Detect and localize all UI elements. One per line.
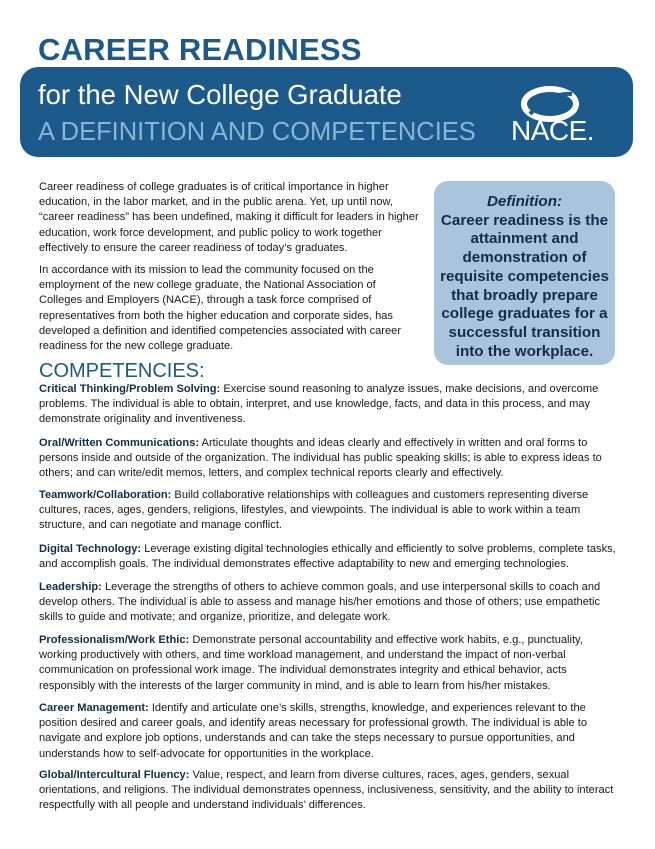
competency-text: Exercise sound reasoning to analyze issues, make decisions, and overcome problems. The individual is able to obtain, interpret, and use knowledge, facts, and data in this process, and may demonstrate originality and inventiveness.	[39, 383, 599, 426]
competency-name: Teamwork/Collaboration:	[39, 489, 172, 501]
competency-text: Leverage existing digital technologies ethically and efficiently to solve problems, complete tasks, and accomplish goals. The individual demonstrates effective adaptability to new and emerging technologies.	[39, 543, 616, 571]
competency-item	[39, 633, 619, 694]
competency-text: Articulate thoughts and ideas clearly and effectively in written and oral forms to persons inside and outside of the organization. The individual has public speaking skills; is able to express ideas to others; and can write/edit memos, letters, and complex technical reports clearly and effectively.	[39, 437, 602, 480]
competency-text: Build collaborative relationships with colleagues and customers representing diverse cultures, races, ages, genders, religions, lifestyles, and viewpoints. The individual is able to work within a team structure, and can negotiate and manage conflict.	[39, 489, 589, 532]
competency-item	[39, 542, 619, 572]
intro-paragraph: Career readiness of college graduates is of critical importance in higher education, in the labor market, and in the public arena. Yet, up until now, “career readiness” has been undefined, making it difficult for leaders in higher education, work force development, and public policy to work together effectively to ensure the career readiness of today’s graduates.	[39, 181, 419, 254]
competency-text: Value, respect, and learn from diverse cultures, races, ages, genders, sexual orientations, and religions. The individual demonstrates openness, inclusiveness, sensitivity, and the ability to interact respectfully with all people and understand individuals’ differences.	[39, 769, 614, 812]
competency-name: Global/Intercultural Fluency:	[39, 769, 190, 781]
definition-text: Career readiness is the attainment and demonstration of requisite competencies that broadly prepare college graduates for a successful transition into the workplace.	[440, 211, 609, 360]
nace-logo-text: NACE.	[511, 115, 595, 146]
definition-box	[434, 181, 615, 365]
page-title: CAREER READINESS	[38, 32, 362, 67]
competency-item	[39, 580, 619, 626]
competency-text: Demonstrate personal accountability and effective work habits, e.g., punctuality, working productively with others, and time workload management, and understand the impact of non-verbal communication on professional work image. The individual demonstrates integrity and ethical behavior, acts responsibly with the interests of the larger community in mind, and is able to learn from his/her mistakes.	[39, 634, 583, 692]
competency-item	[39, 768, 619, 814]
page-tagline: A DEFINITION AND COMPETENCIES	[38, 118, 476, 146]
competency-item	[39, 488, 619, 534]
competency-name: Oral/Written Communications:	[39, 437, 200, 449]
competencies-heading: COMPETENCIES:	[39, 360, 205, 382]
competency-name: Critical Thinking/Problem Solving:	[39, 383, 221, 395]
competency-name: Professionalism/Work Ethic:	[39, 634, 190, 646]
competency-name: Career Management:	[39, 702, 149, 714]
competency-item	[39, 382, 619, 428]
competency-text: Identify and articulate one’s skills, strengths, knowledge, and experiences relevant to the position desired and career goals, and identify areas necessary for professional growth. The individual is able to navigate and explore job options, understands and can take the steps necessary to pursue opportunities, and understands how to self-advocate for opportunities in the workplace.	[39, 702, 588, 760]
competency-text: Leverage the strengths of others to achieve common goals, and use interpersonal skills to coach and develop others. The individual is able to assess and manage his/her emotions and those of others; use empathetic skills to guide and motivate; and organize, prioritize, and delegate work.	[39, 581, 601, 624]
competency-name: Leadership:	[39, 581, 102, 593]
intro-paragraph: In accordance with its mission to lead the community focused on the employment of the new college graduate, the National Association of Colleges and Employers (NACE), through a task force comprised of representatives from both the higher education and corporate sides, has developed a definition and identified competencies associated with career readiness for the new college graduate.	[39, 264, 402, 353]
competency-item	[39, 436, 619, 482]
definition-heading: Definition:	[486, 193, 563, 210]
page-subtitle: for the New College Graduate	[38, 79, 402, 110]
competency-name: Digital Technology:	[39, 543, 142, 555]
competency-item	[39, 701, 619, 762]
